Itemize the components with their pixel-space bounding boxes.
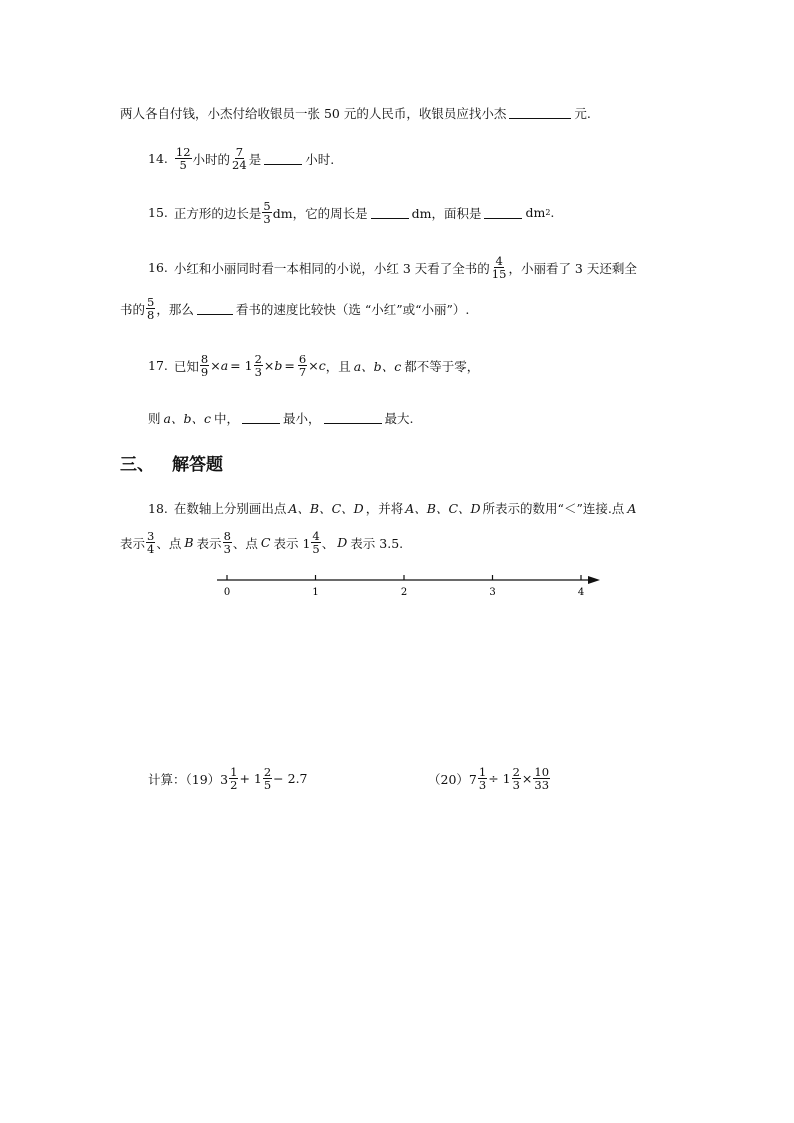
text: 、点 [156,535,182,551]
variable: a、b、c [353,358,402,374]
variable: B [184,535,194,551]
answer-blank [509,117,571,119]
text: 、点 [232,535,258,551]
section-title: 解答题 [172,455,223,475]
answer-blank [324,422,382,424]
answer-blank [371,217,409,219]
fraction [175,146,192,171]
numerator: 2 [512,765,520,779]
fraction [311,530,320,555]
number-line-tick-label: 0 [223,587,231,598]
text: 已知 [173,358,199,374]
fraction [254,353,263,378]
number-line [210,570,610,610]
question-number: 14. [148,151,168,167]
denominator: 2 [230,778,238,793]
question-number: 17. [148,358,168,374]
text: dm [525,205,546,221]
text: 表示 [196,535,222,551]
fraction [478,766,487,791]
fraction [491,255,508,280]
numerator: 2 [263,765,272,779]
text: × [308,358,319,374]
text: 小时. [305,151,335,167]
text: = 1 [230,358,253,374]
numerator: 1 [230,765,238,779]
text: × [210,358,221,374]
question-15 [148,200,554,225]
fraction [146,296,155,321]
fraction [262,200,271,225]
question-16 [148,255,637,280]
denominator: 3 [263,212,271,227]
number-line-tick-label: 1 [312,587,319,598]
denominator: 5 [179,158,187,173]
variable: A、B、C、D [405,501,481,516]
text: 表示 3.5. [350,535,404,551]
text: ，小丽看了 3 天还剩全 [508,260,637,276]
numerator: 5 [147,295,155,309]
question-number: 16. [148,260,168,276]
text: dm，它的周长是 [272,205,368,221]
question-20 [428,766,551,791]
denominator: 3 [478,778,487,793]
question-number: 15. [148,205,168,221]
numerator: 2 [254,352,262,366]
text: ÷ 1 [488,771,511,787]
text: 在数轴上分别画出点 [173,501,287,516]
denominator: 33 [534,778,550,793]
variable: A [627,500,637,516]
text: 正方形的边长是 [173,205,262,221]
text: ，那么 [156,301,194,317]
denominator: 3 [223,542,231,557]
denominator: 5 [312,542,320,557]
denominator: 8 [147,308,155,323]
fraction [200,353,209,378]
numerator: 10 [534,765,550,779]
number-line-tick-label: 4 [577,587,585,598]
numerator: 7 [235,145,244,159]
question-19 [148,766,308,791]
question-17-line-2 [148,409,414,427]
text: 小时的 [192,151,231,167]
answer-blank [242,422,280,424]
fraction [231,146,248,171]
variable: A、B、C、D [288,501,364,516]
answer-blank [484,217,522,219]
fraction [229,766,238,791]
fraction [533,766,550,791]
denominator: 24 [232,158,247,173]
number-line-ticks [224,575,584,598]
numerator: 1 [478,765,487,779]
variable: c [318,358,326,374]
denominator: 5 [263,778,272,793]
question-17 [148,353,479,378]
numerator: 5 [263,199,271,213]
denominator: 7 [298,365,307,380]
text: − 2.7 [273,771,308,787]
text: 最小， [283,411,321,426]
text: dm，面积是 [411,205,482,221]
question-label: 计算：（19）3 [148,771,229,787]
text: × [521,771,533,787]
arrow-icon [588,576,600,584]
text: + 1 [239,771,262,787]
text: 书的 [120,301,146,317]
text: = [284,358,295,374]
variable: a、b、c [163,411,211,426]
question-label: （20）7 [428,771,477,787]
denominator: 9 [200,365,209,380]
text: 是 [248,151,262,167]
fraction [512,766,521,791]
numerator: 4 [495,254,503,268]
fraction [223,530,232,555]
text: ，并将 [365,501,404,516]
fraction [263,766,272,791]
text: 元. [574,106,591,121]
question-13-continuation [120,104,591,122]
text: 两人各自付钱，小杰付给收银员一张 50 元的人民币，收银员应找小杰 [120,106,507,121]
text: 看书的速度比较快（选 “小红”或“小丽”）. [235,301,470,317]
text: ，且 [325,358,351,374]
question-18-line-2 [120,530,403,555]
denominator: 4 [147,542,155,557]
text: 表示 [120,535,146,551]
fraction [146,530,155,555]
variable: D [337,535,348,551]
denominator: 3 [512,778,520,793]
question-16-line-2 [120,296,469,321]
text: 则 [148,411,161,426]
variable: a [220,358,229,374]
number-line-tick-label: 3 [489,587,496,598]
numerator: 8 [223,529,231,543]
variable: C [260,535,271,551]
text: 最大. [384,411,414,426]
question-number: 18. [148,500,168,516]
answer-blank [264,163,302,165]
numerator: 8 [200,352,209,366]
fraction [298,353,307,378]
question-18 [148,499,636,517]
denominator: 3 [254,365,262,380]
question-14 [148,146,334,171]
numerator: 3 [147,529,155,543]
text: 所表示的数用“＜”连接.点 [482,501,625,516]
text: 表示 1 [273,535,311,551]
variable: b [274,358,283,374]
numerator: 6 [298,352,307,366]
section-number: 三、 [120,455,154,475]
text: . [550,205,555,221]
numerator: 4 [312,529,320,543]
text: × [263,358,275,374]
denominator: 15 [491,267,507,282]
number-line-tick-label: 2 [400,587,408,598]
text: 小红和小丽同时看一本相同的小说，小红 3 天看了全书的 [173,260,490,276]
text: 、 [321,535,335,551]
exponent: 2 [545,208,551,218]
text: 都不等于零， [404,358,480,374]
text: 中， [213,411,239,426]
answer-blank [197,313,233,315]
section-heading [120,450,223,475]
numerator: 12 [175,145,191,159]
